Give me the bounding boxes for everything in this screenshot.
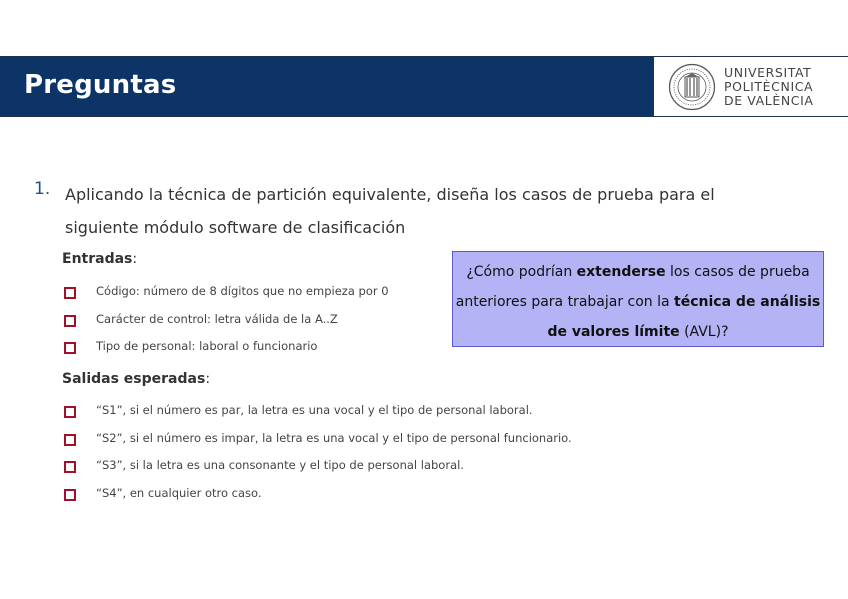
callout-emphasis: extenderse (576, 264, 666, 280)
callout-text: (AVL)? (679, 324, 729, 340)
callout-text: ¿Cómo podrían (466, 264, 577, 280)
header-bar (0, 57, 654, 116)
list-item-text: Tipo de personal: laboral o funcionario (96, 339, 318, 353)
list-item-text: Carácter de control: letra válida de la A..Z (96, 311, 338, 326)
header (0, 56, 848, 117)
outputs-heading-colon: : (205, 371, 211, 387)
university-seal-icon (668, 63, 716, 111)
callout-box (452, 251, 824, 347)
square-bullet-icon (64, 489, 76, 501)
list-item-text: Código: número de 8 dígitos que no empieza por 0 (96, 284, 389, 298)
square-bullet-icon (64, 287, 76, 299)
question-text: Aplicando la técnica de partición equivalente, diseña los casos de prueba para el siguiente módulo software de clasificación (65, 185, 715, 237)
page-title: Preguntas (24, 70, 177, 100)
list-item-text: “S3”, si la letra es una consonante y el tipo de personal laboral. (96, 458, 464, 472)
university-logo (668, 63, 838, 111)
inputs-heading-colon: : (132, 251, 138, 267)
square-bullet-icon (64, 342, 76, 354)
inputs-heading-label: Entradas (62, 251, 133, 267)
square-bullet-icon (64, 406, 76, 418)
logo-line: UNIVERSITAT (724, 65, 812, 80)
outputs-heading-label: Salidas esperadas (62, 371, 206, 387)
square-bullet-icon (64, 434, 76, 446)
list-item-text: “S1”, si el número es par, la letra es una vocal y el tipo de personal laboral. (96, 403, 533, 417)
callout-emphasis: técnica de análisis de valores límite (547, 294, 821, 340)
outputs-heading (62, 371, 210, 387)
square-bullet-icon (64, 461, 76, 473)
list-item-text: “S4”, en cualquier otro caso. (96, 485, 262, 500)
logo-line: POLITÈCNICA (724, 79, 814, 94)
question-number: 1. (34, 179, 51, 199)
square-bullet-icon (64, 315, 76, 327)
logo-line: DE VALÈNCIA (724, 93, 814, 108)
callout-text: los casos de prueba anteriores para trabajar con la (455, 264, 810, 310)
list-item-text: “S2”, si el número es impar, la letra es una vocal y el tipo de personal funcionario. (96, 430, 572, 445)
inputs-heading (62, 251, 137, 267)
logo-text (724, 66, 814, 108)
